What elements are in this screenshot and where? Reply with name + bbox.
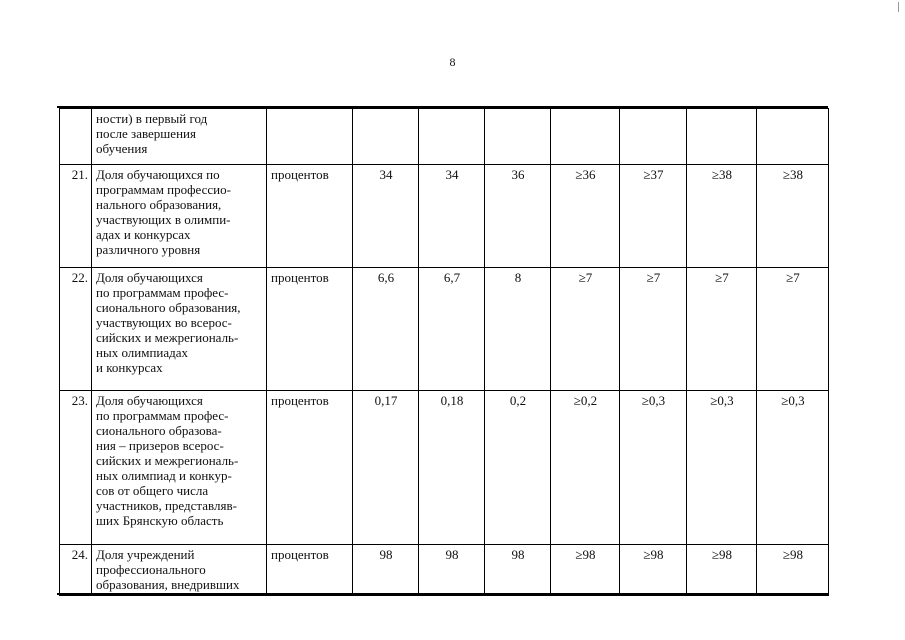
row-number	[60, 109, 92, 165]
table-row	[60, 268, 829, 391]
row-number: 21.	[60, 165, 92, 268]
value-cell: 36	[485, 165, 551, 268]
value-cell: 6,7	[419, 268, 485, 391]
value-cell: ≥7	[551, 268, 620, 391]
value-cell	[551, 109, 620, 165]
value-cell	[419, 109, 485, 165]
indicator-name	[92, 109, 267, 165]
table-top-border	[57, 106, 828, 108]
value-cell: ≥98	[757, 545, 829, 596]
table-row	[60, 109, 829, 165]
value-cell	[620, 109, 687, 165]
indicator-name-line: участвующих в олимпи-	[96, 212, 231, 227]
indicator-name-line: сийских и межрегиональ-	[96, 453, 239, 468]
value-cell: 0,17	[353, 391, 419, 545]
scan-edge-mark	[898, 2, 899, 12]
value-cell: ≥98	[687, 545, 757, 596]
indicator-name-line: после завершения	[96, 126, 196, 141]
indicator-name-line: сов от общего числа	[96, 483, 209, 498]
value-cell: ≥0,3	[620, 391, 687, 545]
table-row	[60, 391, 829, 545]
value-cell	[353, 109, 419, 165]
row-number: 22.	[60, 268, 92, 391]
value-cell: ≥98	[551, 545, 620, 596]
value-cell: 98	[419, 545, 485, 596]
unit-cell: процентов	[267, 545, 353, 596]
indicator-name	[92, 545, 267, 596]
table-row	[60, 545, 829, 596]
indicators-table	[59, 108, 829, 596]
value-cell: ≥0,2	[551, 391, 620, 545]
value-cell: ≥38	[687, 165, 757, 268]
indicator-name-line: адах и конкурсах	[96, 227, 191, 242]
value-cell: ≥37	[620, 165, 687, 268]
value-cell: 8	[485, 268, 551, 391]
value-cell	[485, 109, 551, 165]
indicator-name-line: программам профессио-	[96, 182, 231, 197]
indicator-name-line: ности) в первый год	[96, 111, 208, 126]
indicator-name-line: Доля учреждений	[96, 547, 195, 562]
value-cell: ≥98	[620, 545, 687, 596]
value-cell: 6,6	[353, 268, 419, 391]
unit-cell: процентов	[267, 165, 353, 268]
indicator-name-line: образования, внедривших	[96, 577, 240, 592]
indicator-name-line: и конкурсах	[96, 360, 163, 375]
value-cell: 0,18	[419, 391, 485, 545]
value-cell: ≥7	[687, 268, 757, 391]
row-number: 24.	[60, 545, 92, 596]
indicator-name-line: обучения	[96, 141, 148, 156]
unit-cell	[267, 109, 353, 165]
row-number: 23.	[60, 391, 92, 545]
indicator-name-line: по программам профес-	[96, 408, 229, 423]
value-cell: 34	[353, 165, 419, 268]
indicator-name	[92, 391, 267, 545]
indicator-name	[92, 268, 267, 391]
value-cell	[757, 109, 829, 165]
unit-cell: процентов	[267, 391, 353, 545]
indicator-name-line: Доля обучающихся	[96, 270, 203, 285]
indicator-name	[92, 165, 267, 268]
indicator-name-line: ния – призеров всерос-	[96, 438, 224, 453]
table-row	[60, 165, 829, 268]
value-cell: 98	[485, 545, 551, 596]
indicator-name-line: сийских и межрегиональ-	[96, 330, 239, 345]
value-cell: ≥7	[757, 268, 829, 391]
indicator-name-line: сионального образова-	[96, 423, 222, 438]
value-cell: 0,2	[485, 391, 551, 545]
indicator-name-line: участников, представляв-	[96, 498, 237, 513]
indicator-name-line: участвующих во всерос-	[96, 315, 232, 330]
unit-cell: процентов	[267, 268, 353, 391]
page-number: 8	[449, 55, 456, 69]
indicator-name-line: ших Брянскую область	[96, 513, 224, 528]
indicator-name-line: нального образования,	[96, 197, 222, 212]
indicator-name-line: различного уровня	[96, 242, 201, 257]
value-cell	[687, 109, 757, 165]
indicator-name-line: ных олимпиадах	[96, 345, 189, 360]
indicator-name-line: Доля обучающихся	[96, 393, 203, 408]
value-cell: ≥36	[551, 165, 620, 268]
value-cell: 34	[419, 165, 485, 268]
table-bottom-border	[57, 593, 828, 595]
indicator-name-line: профессионального	[96, 562, 206, 577]
indicator-name-line: по программам профес-	[96, 285, 229, 300]
value-cell: ≥0,3	[757, 391, 829, 545]
indicator-name-line: Доля обучающихся по	[96, 167, 220, 182]
indicator-name-line: сионального образования,	[96, 300, 241, 315]
value-cell: ≥38	[757, 165, 829, 268]
value-cell: 98	[353, 545, 419, 596]
value-cell: ≥0,3	[687, 391, 757, 545]
value-cell: ≥7	[620, 268, 687, 391]
indicator-name-line: ных олимпиад и конкур-	[96, 468, 232, 483]
